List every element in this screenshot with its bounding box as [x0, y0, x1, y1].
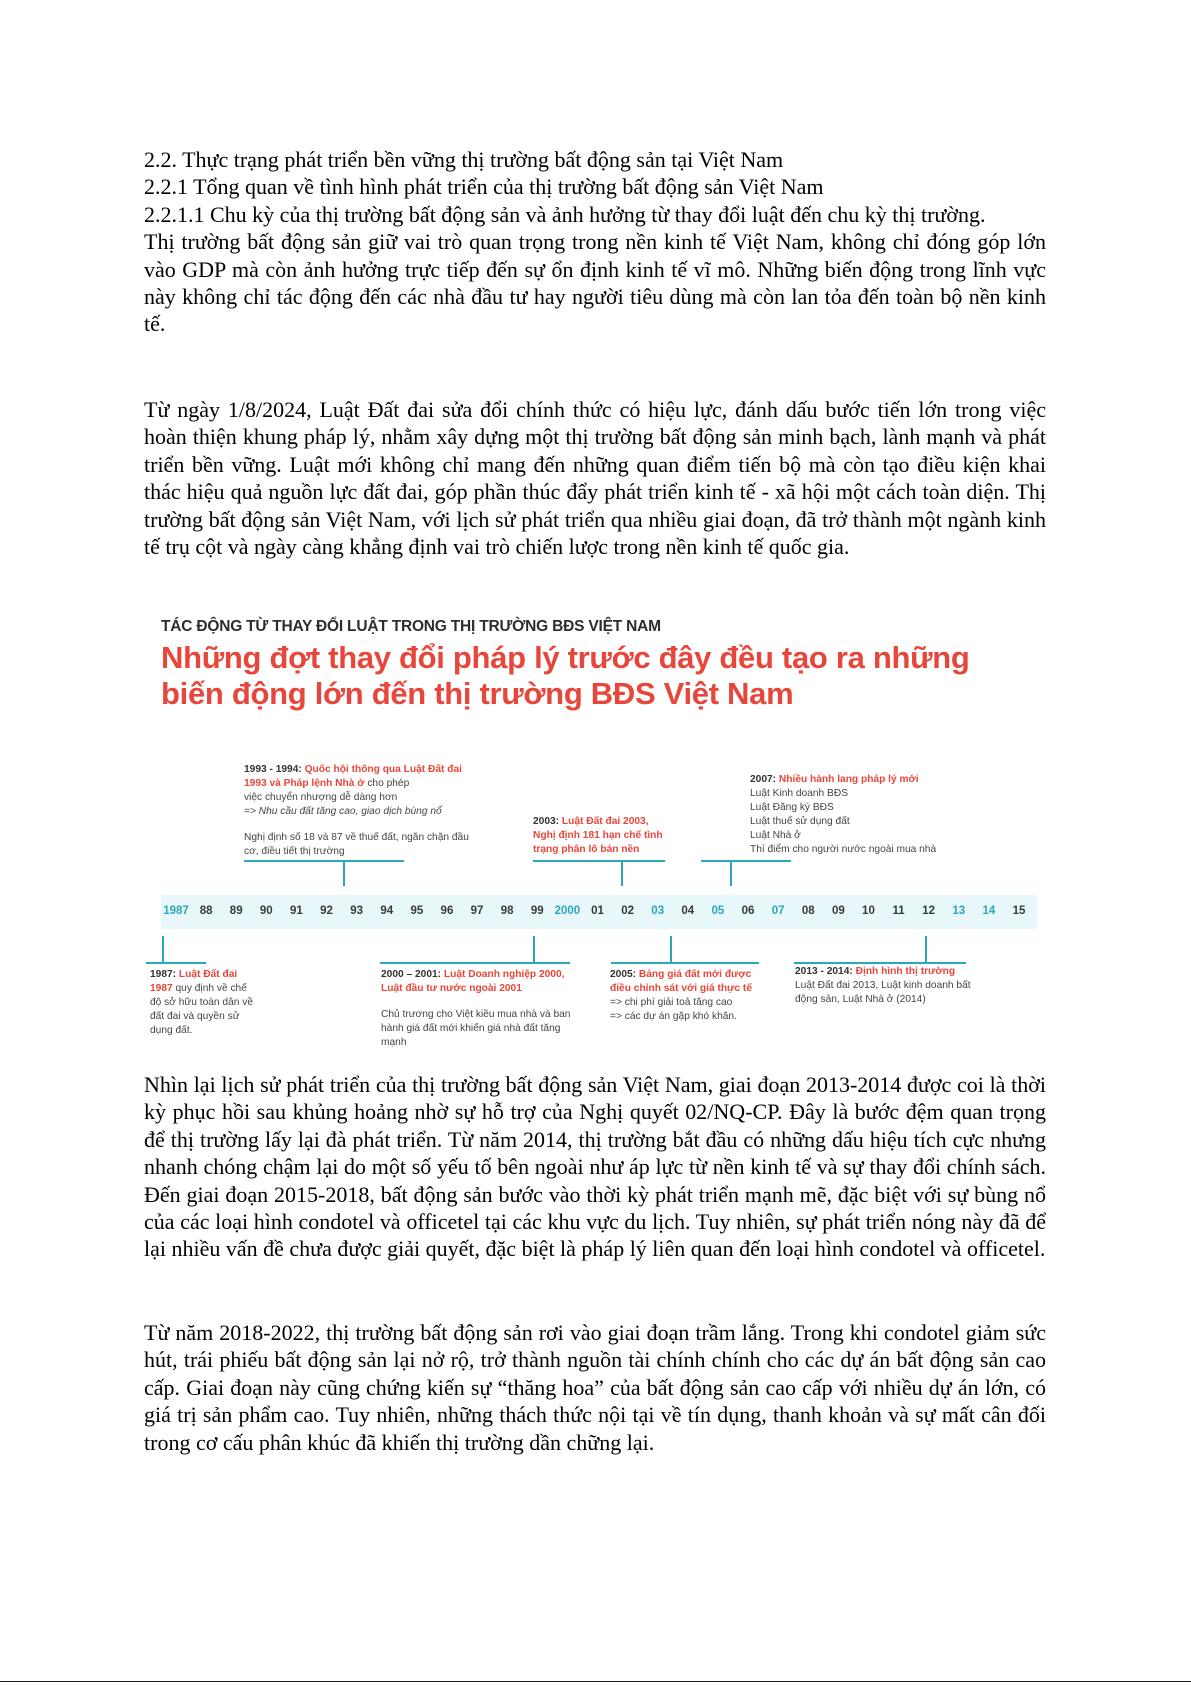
event-1993-line4: Nghị định số 18 và 87 về thuế đất, ngăn chặn đầu cơ, điều tiết thị trường	[244, 832, 469, 857]
event-2007-title: Nhiều hành lang pháp lý mới	[778, 774, 919, 785]
event-2000-title: Luật Doanh nghiệp 2000, Luật đầu tư nước ngoài 2001	[381, 969, 565, 994]
timeline-year-label: 93	[350, 905, 364, 917]
event-2013-title: Định hình thị trường	[855, 966, 956, 977]
page-bottom-rule	[0, 1681, 1191, 1682]
event-2007-item-1: Luật Kinh doanh BĐS	[750, 788, 848, 799]
event-1987-red2: 1987	[150, 983, 173, 994]
timeline-year-label: 96	[440, 905, 454, 917]
timeline-year-label: 02	[621, 905, 634, 917]
heading-2-2-1-1: 2.2.1.1 Chu kỳ của thị trường bất động sản và ảnh hưởng từ thay đổi luật đến chu kỳ thị trường.	[144, 201, 986, 227]
timeline-year-label: 05	[711, 905, 725, 917]
paragraph-2-block	[144, 396, 1046, 560]
timeline-year-label: 91	[290, 905, 303, 917]
connector-2003-bar	[533, 860, 665, 862]
event-1987-lead: 1987:	[150, 969, 177, 980]
event-1987-line2: quy định về chế độ sở hữu toàn dân về đất đai và quyền sử dụng đất.	[150, 983, 253, 1036]
event-2013-lead: 2013 - 2014:	[795, 966, 853, 977]
event-2005-line2: => chi phí giải toả tăng cao	[610, 997, 733, 1008]
event-2005-title: Bảng giá đất mới được điều chỉnh sát với giá thực tế	[610, 969, 752, 994]
event-1993-annotation	[244, 763, 474, 859]
event-2000-line2: Chủ trương cho Việt kiều mua nhà và ban hành giá đất mới khiến giá nhà đất tăng mạnh	[381, 1009, 571, 1048]
event-2000-annotation	[381, 968, 581, 1050]
timeline-year-label: 10	[862, 905, 875, 917]
connector-2005-stem	[670, 936, 672, 962]
event-2003-title: Luật Đất đai 2003,	[561, 816, 649, 827]
event-1993-title-tail: cho phép	[367, 778, 410, 789]
event-2003-annotation	[533, 815, 683, 857]
connector-2007-bar	[701, 860, 791, 862]
timeline-year-label: 95	[410, 905, 424, 917]
infographic-kicker: TÁC ĐỘNG TỪ THAY ĐỔI LUẬT TRONG THỊ TRƯỜNG BĐS VIỆT NAM	[161, 618, 661, 635]
event-1993-lead: 1993 - 1994:	[244, 764, 302, 775]
heading-2-2-1: 2.2.1 Tổng quan về tình hình phát triển của thị trường bất động sản Việt Nam	[144, 174, 824, 200]
timeline-year-label: 92	[320, 905, 333, 917]
event-2005-annotation	[610, 968, 770, 1024]
connector-1987-stem	[162, 936, 164, 962]
connector-2013-bar	[794, 962, 966, 964]
event-2007-annotation	[750, 773, 980, 857]
connector-1993-stem	[343, 860, 345, 886]
heading-2-2: 2.2. Thực trạng phát triển bền vững thị trường bất động sản tại Việt Nam	[144, 147, 784, 172]
event-2013-annotation	[795, 965, 975, 1007]
timeline-year-label: 89	[229, 905, 243, 917]
section-heading-block	[144, 146, 1046, 338]
event-2003-line2: Nghị định 181 hạn chế tình trạng phân lô bán nền	[533, 830, 663, 855]
timeline-year-label: 01	[591, 905, 604, 917]
connector-2005-bar	[611, 962, 759, 964]
connector-2013-stem	[925, 936, 927, 962]
paragraph-1: Thị trường bất động sản giữ vai trò quan trọng trong nền kinh tế Việt Nam, không chỉ đóng góp lớn vào GDP mà còn ảnh hưởng trực tiếp đến sự ổn định kinh tế vĩ mô. Những biến động trong lĩnh vực này không chỉ tác động đến các nhà đầu tư hay người tiêu dùng mà còn lan tỏa đến toàn bộ nền kinh tế.	[144, 229, 1046, 337]
timeline-year-label: 99	[530, 905, 544, 917]
event-2007-item-2: Luật Đăng ký BĐS	[750, 802, 834, 813]
connector-1993-bar	[244, 860, 404, 862]
law-timeline-infographic	[146, 610, 1076, 1050]
connector-2000-bar	[380, 962, 570, 964]
timeline-year-label: 03	[651, 905, 665, 917]
event-1987-title: Luật Đất đai	[178, 969, 238, 980]
paragraph-3: Nhìn lại lịch sử phát triển của thị trường bất động sản Việt Nam, giai đoạn 2013-2014 được coi là thời kỳ phục hồi sau khủng hoảng nhờ sự hỗ trợ của Nghị quyết 02/NQ-CP. Đây là bước đệm quan trọng để thị trường lấy lại đà phát triển. Từ năm 2014, thị trường bắt đầu có những dấu hiệu tích cực nhưng nhanh chóng chậm lại do một số yếu tố bên ngoài như áp lực từ nền kinh tế và sự thay đổi chính sách. Đến giai đoạn 2015-2018, bất động sản bước vào thời kỳ phát triển mạnh mẽ, đặc biệt với sự bùng nổ của các loại hình condotel và officetel tại các khu vực du lịch. Tuy nhiên, sự phát triển nóng này đã để lại nhiều vấn đề chưa được giải quyết, đặc biệt là pháp lý liên quan đến loại hình condotel và officetel.	[144, 1072, 1046, 1262]
event-1987-annotation	[150, 968, 260, 1038]
infographic-title	[161, 640, 970, 712]
event-2007-item-3: Luật thuế sử dụng đất	[750, 816, 850, 827]
timeline-year-label: 09	[831, 905, 845, 917]
timeline-year-label: 04	[681, 905, 695, 917]
connector-2000-stem	[533, 936, 535, 962]
timeline-year-label: 06	[741, 905, 755, 917]
paragraph-4-block	[144, 1319, 1046, 1456]
event-2000-lead: 2000 – 2001:	[381, 969, 442, 980]
infographic-title-line-2: biến động lớn đến thị trường BĐS Việt Nam	[161, 676, 794, 711]
event-1993-line2: việc chuyển nhượng dễ dàng hơn	[244, 792, 398, 803]
timeline-year-label: 11	[892, 905, 905, 917]
event-2005-line3: => các dự án gặp khó khăn.	[610, 1011, 737, 1022]
paragraph-3-block	[144, 1071, 1046, 1263]
event-2007-item-5: Thí điểm cho người nước ngoài mua nhà	[750, 844, 937, 855]
event-2007-lead: 2007:	[750, 774, 777, 785]
timeline-year-label: 97	[470, 905, 484, 917]
timeline-year-label: 15	[1012, 905, 1026, 917]
timeline-year-label: 2000	[554, 905, 581, 917]
timeline-year-label: 98	[500, 905, 514, 917]
timeline-year-label: 12	[922, 905, 936, 917]
timeline-year-label: 13	[952, 905, 966, 917]
paragraph-4: Từ năm 2018-2022, thị trường bất động sản rơi vào giai đoạn trầm lắng. Trong khi condotel giảm sức hút, trái phiếu bất động sản lại nở rộ, trở thành nguồn tài chính chính cho các dự án bất động sản cao cấp. Giai đoạn này cũng chứng kiến sự “thăng hoa” của bất động sản cao cấp với nhiều dự án lớn, có giá trị sản phẩm cao. Tuy nhiên, những thách thức nội tại về tín dụng, thanh khoản và sự mất cân đối trong cơ cấu phân khúc đã khiến thị trường dần chững lại.	[144, 1320, 1046, 1455]
timeline-year-label: 07	[771, 905, 785, 917]
timeline-year-label: 88	[199, 905, 213, 917]
connector-2003-stem	[621, 860, 623, 886]
paragraph-2: Từ ngày 1/8/2024, Luật Đất đai sửa đổi chính thức có hiệu lực, đánh dấu bước tiến lớn trong việc hoàn thiện khung pháp lý, nhằm xây dựng một thị trường bất động sản minh bạch, lành mạnh và phát triển bền vững. Luật mới không chỉ mang đến những quan điểm tiến bộ mà còn tạo điều kiện khai thác hiệu quả nguồn lực đất đai, góp phần thúc đẩy phát triển kinh tế - xã hội một cách toàn diện. Thị trường bất động sản Việt Nam, với lịch sử phát triển qua nhiều giai đoạn, đã trở thành một ngành kinh tế trụ cột và ngày càng khẳng định vai trò chiến lược trong nền kinh tế quốc gia.	[144, 397, 1046, 560]
connector-1987-bar	[146, 962, 206, 964]
timeline-year-label: 14	[982, 905, 996, 917]
connector-2007-stem	[730, 860, 732, 886]
timeline-year-label: 90	[259, 905, 273, 917]
timeline-year-label: 08	[801, 905, 815, 917]
timeline-year-label: 94	[380, 905, 394, 917]
event-2007-item-4: Luật Nhà ở	[750, 830, 801, 841]
event-2005-lead: 2005:	[610, 969, 637, 980]
event-1993-line3: => Nhu cầu đất tăng cao, giao dịch bùng nổ	[244, 806, 442, 817]
event-1993-title: Quốc hội thông qua Luật Đất đai 1993 và Pháp lệnh Nhà ở	[244, 764, 462, 789]
event-2003-lead: 2003:	[533, 816, 560, 827]
infographic-title-line-1: Những đợt thay đổi pháp lý trước đây đều tạo ra những	[161, 640, 970, 675]
timeline-year-label: 1987	[163, 905, 189, 917]
event-2013-line2: Luật Đất đai 2013, Luật kinh doanh bất động sản, Luật Nhà ở (2014)	[795, 980, 971, 1005]
